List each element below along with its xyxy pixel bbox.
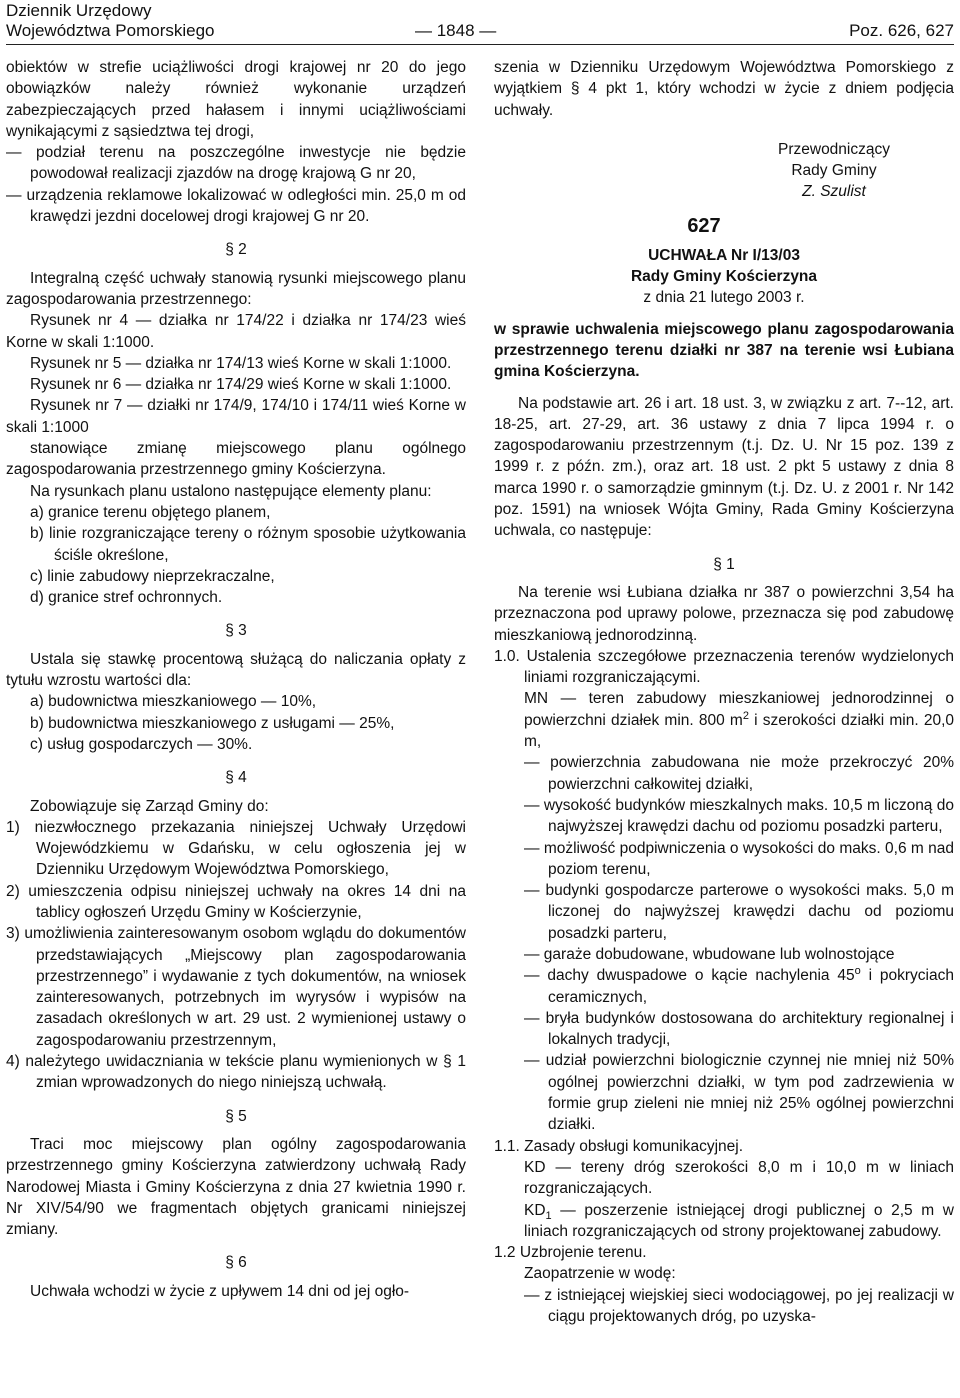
roof-text-post: i pokryciach ceramicznych, (548, 967, 954, 1006)
drawing-item: Rysunek nr 5 — działka nr 174/13 wieś Korne w skali 1:1000. (30, 354, 452, 372)
intro-paragraph: obiektów w strefie uciążliwości drogi krajowej nr 20 do jego obowiązków należy również wykonanie urządzeń zabezpieczających przed hałasem i innymi uciążliwościami wynikającymi z sąsiedztwa tej drogi, (6, 59, 466, 140)
list-item: 1) niezwłocznego przekazania niniejszej Uchwały Urzędowi Wojewódzkiemu w Gdańsku, w celu ogłoszenia jej w Dzienniku Urzędowym Województwa Pomorskiego, (6, 818, 466, 879)
dash-item: — garaże dobudowane, wbudowane lub wolnostojące (524, 945, 895, 963)
paragraph: Uchwała wchodzi w życie z upływem 14 dni od jej ogło- (30, 1282, 410, 1300)
list-item: 4) należytego uwidaczniania w tekście planu wymienionych w § 1 zmian wprowadzonych do niego niniejszą uchwałą. (6, 1053, 466, 1092)
paragraph: Integralną część uchwały stanowią rysunki miejscowego planu zagospodarowania przestrzennego: (6, 269, 466, 308)
section-heading: § 6 (225, 1254, 247, 1272)
section-heading: § 4 (225, 769, 247, 787)
clause-text: Ustalenia szczegółowe przeznaczenia terenów wydzielonych liniami rozgraniczającymi. (524, 647, 954, 687)
water-title: Zaopatrzenie w wodę: (524, 1265, 676, 1283)
clause-number: 1.0. (494, 647, 520, 665)
left-column (6, 57, 466, 1302)
mn-text-pre: MN — teren zabudowy mieszkaniowej jednorodzinnej o powierzchni działek min. 800 m (524, 690, 954, 729)
clause-text: Uzbrojenie terenu. (519, 1244, 647, 1262)
signature-name: Z. Szulist (802, 183, 866, 201)
paragraph: Traci moc miejscowy plan ogólny zagospodarowania przestrzennego gminy Kościerzyna zatwierdzony uchwałą Rady Narodowej Miasta i Gminy Kościerzyna z dnia 27 kwietnia 1990 r. Nr XIV/54/90 we fragmentach objętych granicami niniejszej zmiany. (6, 1135, 466, 1239)
list-item: a) budownictwa mieszkaniowego — 10%, (30, 693, 317, 711)
dash-item: — budynki gospodarcze parterowe o wysokości maks. 5,0 m liczonej do najwyższej krawędzi dachu od poziomu posadzki parteru, (524, 882, 954, 942)
dash-item: — powierzchnia zabudowana nie może przekroczyć 20% powierzchni całkowitej działki, (524, 754, 954, 793)
clause-text: Zasady obsługi komunikacyjnej. (524, 1137, 744, 1155)
section-heading: § 3 (225, 622, 247, 640)
resolution-subject: w sprawie uchwalenia miejscowego planu zagospodarowania przestrzennego terenu działki nr 387 na terenie wsi Łubiana gmina Kościerzyna. (494, 320, 954, 381)
dash-item: — wysokość budynków mieszkalnych maks. 10,5 m liczoną do najwyższej krawędzi dachu od poziomu posadzki parteru, (524, 796, 954, 836)
section-heading: § 1 (713, 555, 735, 573)
signature-title: Przewodniczący (778, 140, 890, 158)
dash-item: — z istniejącej wiejskiej sieci wodociągowej, po jej realizacji w ciągu projektowanych dróg, po uzyska- (524, 1286, 954, 1326)
resolution-date: z dnia 21 lutego 2003 r. (643, 289, 805, 307)
kd-definition: KD — tereny dróg szerokości 8,0 m i 10,0 m w liniach rozgraniczających. (524, 1158, 954, 1198)
position-number: Poz. 626, 627 (849, 21, 954, 40)
numbered-clause (494, 1242, 954, 1263)
paragraph: szenia w Dzienniku Urzędowym Województwa Pomorskiego z wyjątkiem § 4 pkt 1, który wchodzi w życie z dniem podjęcia uchwały. (494, 59, 954, 119)
list-item: 3) umożliwienia zainteresowanym osobom wglądu do dokumentów przedstawiających „Miejscowy plan zagospodarowania przestrzennego” i wydawanie z tych dokumentów, na wniosek zainteresowanych, potrzebnych im wyrysów i wypisów na zasadach określonych w art. 29 ust. 2 wymienionej ustawy o zagospodarowaniu przestrzennym, (6, 925, 466, 1049)
section-heading: § 5 (225, 1107, 247, 1125)
list-item: a) granice terenu objętego planem, (30, 503, 271, 521)
numbered-clause (494, 1136, 954, 1157)
paragraph: Zobowiązuje się Zarząd Gminy do: (30, 797, 269, 815)
mn-definition (494, 688, 954, 752)
page-number: — 1848 — (415, 21, 497, 40)
dash-item (494, 965, 954, 1008)
mn-text-post: i szerokości działki min. 20,0 m, (524, 711, 955, 751)
clause-number: 1.2 (494, 1244, 516, 1262)
dash-item: — udział powierzchni biologicznie czynnej nie mniej niż 50% ogólnej powierzchni działki, w tym pod zadrzewienia w formie grup zieleni nie mniej niż 25% ogólnej powierzchni działki. (524, 1052, 954, 1134)
list-item: c) linie zabudowy nieprzekraczalne, (30, 567, 275, 585)
drawing-item: Rysunek nr 7 — działki nr 174/9, 174/10 i 174/11 wieś Korne w skali 1:1000 (6, 397, 466, 436)
paragraph: Ustala się stawkę procentową służącą do naliczania opłaty z tytułu wzrostu wartości dla: (6, 650, 466, 690)
numbered-clause (494, 646, 954, 689)
list-item: d) granice stref ochronnych. (30, 589, 223, 607)
list-item: 2) umieszczenia odpisu niniejszej uchwały na okres 14 dni na tablicy ogłoszeń Urzędu Gminy w Kościerzynie, (6, 882, 466, 921)
drawing-item: Rysunek nr 6 — działka nr 174/29 wieś Korne w skali 1:1000. (30, 376, 452, 394)
mn-superscript: 2 (742, 709, 749, 722)
kd1-definition (494, 1200, 954, 1243)
dash-item: — bryła budynków dostosowana do architektury regionalnej i lokalnych tradycji, (524, 1009, 954, 1049)
journal-region: Województwa Pomorskiego (6, 21, 215, 40)
drawing-item: Rysunek nr 4 — działka nr 174/22 i działka nr 174/23 wieś Korne w skali 1:1000. (6, 312, 466, 351)
right-column (494, 57, 954, 1327)
list-item: b) linie rozgraniczające tereny o różnym sposobie użytkowania ściśle określone, (30, 525, 466, 564)
header-rule (6, 44, 954, 45)
kd1-subscript: 1 (545, 1209, 552, 1222)
preamble: Na podstawie art. 26 i art. 18 ust. 3, w związku z art. 7--12, art. 18-25, art. 27-29, art. 36 ustawy z dnia 7 lipca 1994 r. o zagospodarowaniu przestrzennym (t.j. Dz. U. Nr 15 poz. 139 z 1999 r. z późn. zm.), oraz art. 18 ust. 2 pkt 5 ustawy z dnia 8 marca 1990 r. o samorządzie gminnym (t.j. Dz. U. z 2001 r. Nr 142 poz. 1591) na wniosek Wójta Gminy, Rada Gminy Kościerzyna uchwala, co następuje: (494, 394, 954, 540)
paragraph: Na terenie wsi Łubiana działka nr 387 o powierzchni 3,54 ha przeznaczona pod uprawy polowe, przeznacza się pod zabudowę mieszkaniową jednorodzinną. (494, 583, 954, 644)
page-header (6, 0, 954, 48)
kd1-text-pre: KD (524, 1201, 546, 1219)
intro-dash-item: — podział terenu na poszczególne inwestycje nie będzie powodował realizacji zjazdów na drogę krajową G nr 20, (6, 144, 466, 183)
signature-body: Rady Gminy (791, 162, 877, 180)
resolution-title: UCHWAŁA Nr I/13/03 (648, 246, 800, 264)
paragraph: stanowiące zmianę miejscowego planu ogólnego zagospodarowania przestrzennego gminy Kościerzyna. (6, 440, 466, 479)
list-item: b) budownictwa mieszkaniowego z usługami — 25%, (30, 714, 395, 732)
kd1-text-post: — poszerzenie istniejącej drogi publicznej o 2,5 m w liniach rozgraniczających od strony projektowanej zabudowy. (524, 1201, 954, 1240)
item-number: 627 (687, 214, 721, 237)
clause-number: 1.1. (494, 1137, 520, 1155)
journal-title: Dziennik Urzędowy (6, 1, 152, 20)
intro-dash-item: — urządzenia reklamowe lokalizować w odległości min. 25,0 m od krawędzi jezdni docelowej drogi krajowej G nr 20. (6, 186, 466, 226)
resolution-body: Rady Gminy Kościerzyna (630, 268, 818, 286)
roof-text-pre: — dachy dwuspadowe o kącie nachylenia 45 (524, 967, 855, 985)
roof-superscript: o (854, 965, 861, 978)
list-item: c) usług gospodarczych — 30%. (30, 735, 253, 753)
dash-item: — możliwość podpiwniczenia o wysokości do maks. 0,6 m nad poziom terenu, (524, 839, 954, 878)
paragraph: Na rysunkach planu ustalono następujące elementy planu: (30, 482, 432, 500)
section-heading: § 2 (225, 241, 247, 259)
signature-block (494, 139, 954, 203)
